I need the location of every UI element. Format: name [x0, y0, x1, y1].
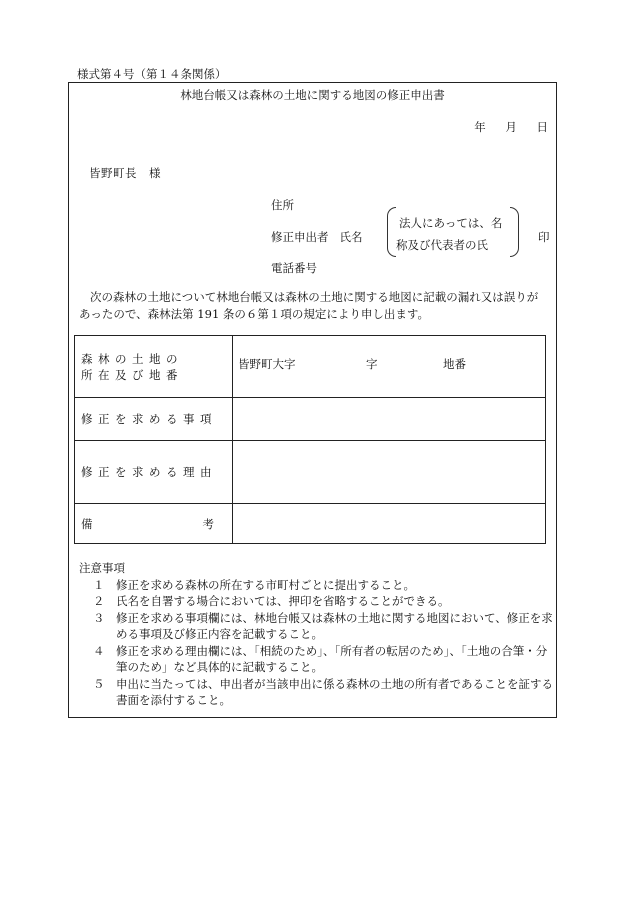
reason-value-cell[interactable] [233, 441, 546, 504]
form-title: 林地台帳又は森林の土地に関する地図の修正申出書 [180, 88, 445, 102]
matter-label: 修正を求める事項 [75, 398, 233, 441]
date-line [458, 119, 548, 135]
seal-mark: 印 [538, 230, 550, 244]
corp-note-line2: 称及び代表者の氏 [396, 238, 488, 252]
matter-value-cell[interactable] [233, 398, 546, 441]
address-label: 住所 [271, 198, 294, 212]
applicant-label-row [271, 229, 363, 245]
name-label: 氏名 [339, 230, 363, 244]
phone-label: 電話番号 [271, 261, 317, 275]
table-row-location [75, 336, 546, 398]
location-label-line1: 森林の土地の [81, 351, 183, 366]
form-number: 様式第４号（第１４条関係） [77, 67, 227, 81]
year-label: 年 [474, 120, 486, 134]
chiban-label: 地番 [443, 357, 466, 371]
corp-note-line1: 法人にあっては、名 [399, 216, 503, 230]
addressee-name: 皆野町長 [89, 166, 137, 180]
month-label: 月 [505, 120, 517, 134]
form-frame [68, 82, 557, 718]
remarks-label-1: 備 [81, 516, 93, 531]
body-text: 次の森林の土地について林地台帳又は森林の土地に関する地図に記載の漏れ又は誤りがあったので、森林法第 191 条の６第１項の規定により申し出ます。 [79, 290, 539, 321]
location-value-cell[interactable] [233, 336, 546, 398]
applicant-label: 修正申出者 [271, 230, 329, 244]
notes-heading: 注意事項 [79, 561, 125, 575]
location-label-line2: 所在及び地番 [81, 367, 183, 382]
location-label [75, 336, 233, 398]
remarks-value-cell[interactable] [233, 504, 546, 544]
table-row-matter [75, 398, 546, 441]
note-item: ５ 申出に当たっては、申出者が当該申出に係る森林の土地の所有者であることを証する書面を添付すること。 [93, 676, 553, 707]
corporation-note-bracket [387, 207, 519, 257]
note-item: ３ 修正を求める事項欄には、林地台帳又は森林の土地に関する地図において、修正を求める事項及び修正内容を記載すること。 [93, 610, 553, 641]
application-table [74, 335, 546, 544]
addressee-honorific: 様 [149, 166, 161, 180]
oaza-label: 皆野町大字 [238, 357, 296, 371]
note-item: １ 修正を求める森林の所在する市町村ごとに提出すること。 [93, 577, 415, 592]
reason-label: 修正を求める理由 [75, 441, 233, 504]
note-item: ４ 修正を求める理由欄には、「相続のため」、「所有者の転居のため」、「土地の合筆・分筆のため」など具体的に記載すること。 [93, 643, 548, 674]
note-item: ２ 氏名を自署する場合においては、押印を省略することができる。 [93, 594, 450, 608]
table-row-reason [75, 441, 546, 504]
remarks-label [75, 504, 233, 544]
remarks-label-2: 考 [202, 516, 214, 531]
notes-section [79, 560, 554, 709]
addressee [89, 165, 161, 181]
table-row-remarks [75, 504, 546, 544]
aza-label: 字 [366, 357, 378, 371]
day-label: 日 [536, 120, 548, 134]
